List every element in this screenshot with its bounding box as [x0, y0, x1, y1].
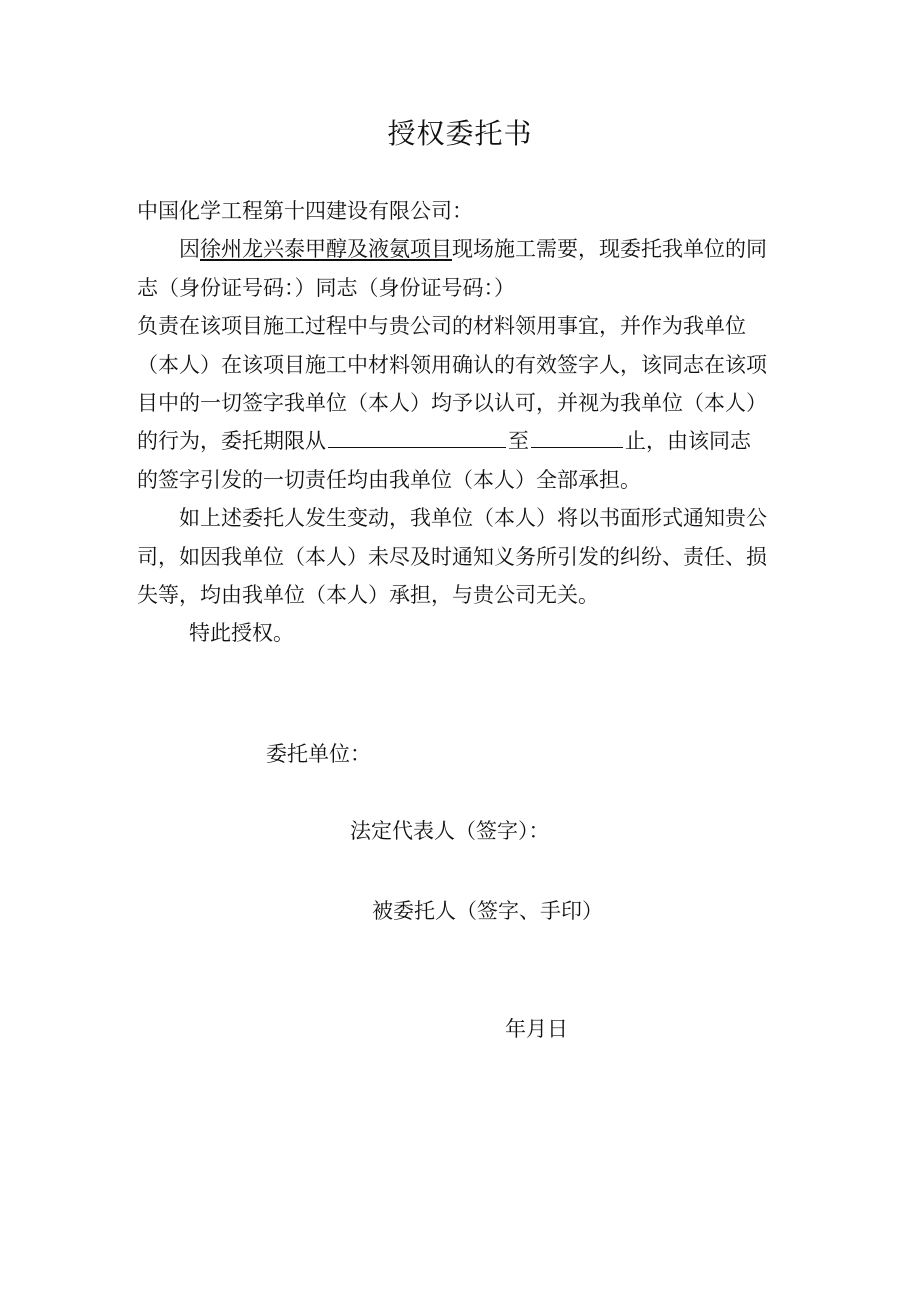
paragraph-1-line-1-rest: 现场施工需要，现委托我单位的同 [452, 237, 767, 262]
project-name: 徐州龙兴泰甲醇及液氨项目 [200, 237, 452, 262]
entrusting-unit-label: 委托单位： [266, 742, 371, 766]
paragraph-2-line-1: 如上述委托人发生变动，我单位（本人）将以书面形式通知贵公 [179, 506, 767, 531]
paragraph-1-line-3: 负责在该项目施工过程中与贵公司的材料领用事宜，并作为我单位 [137, 314, 746, 339]
paragraph-1-line-2: 志（身份证号码：）同志（身份证号码：） [137, 275, 515, 300]
term-label: 的行为，委托期限从 [137, 429, 326, 454]
paragraph-3: 特此授权。 [189, 621, 294, 646]
term-end-blank [531, 425, 623, 448]
paragraph-1-prefix: 因 [179, 237, 200, 262]
term-start-blank [328, 425, 506, 448]
term-to: 至 [508, 429, 529, 454]
paragraph-1-line-1 [137, 230, 812, 268]
paragraph-1-line-7: 的签字引发的一切责任均由我单位（本人）全部承担。 [137, 467, 641, 492]
trustee-label: 被委托人（签字、手印） [372, 899, 603, 923]
document-body [137, 192, 812, 653]
legal-representative-label: 法定代表人（签字）： [350, 819, 550, 843]
paragraph-2-line-3: 失等，均由我单位（本人）承担，与贵公司无关。 [137, 582, 599, 607]
document-title: 授权委托书 [387, 117, 533, 150]
paragraph-1-line-5: 目中的一切签字我单位（本人）均予以认可，并视为我单位（本人） [137, 390, 767, 415]
term-end-text: 止，由该同志 [625, 429, 751, 454]
paragraph-1-line-4: （本人）在该项目施工中材料领用确认的有效签字人，该同志在该项 [137, 352, 767, 377]
paragraph-1-line-6 [137, 422, 812, 460]
paragraph-2-line-2: 司，如因我单位（本人）未尽及时通知义务所引发的纠纷、责任、损 [137, 544, 767, 569]
addressee: 中国化学工程第十四建设有限公司： [137, 199, 473, 223]
date-label: 年月日 [505, 1017, 568, 1041]
